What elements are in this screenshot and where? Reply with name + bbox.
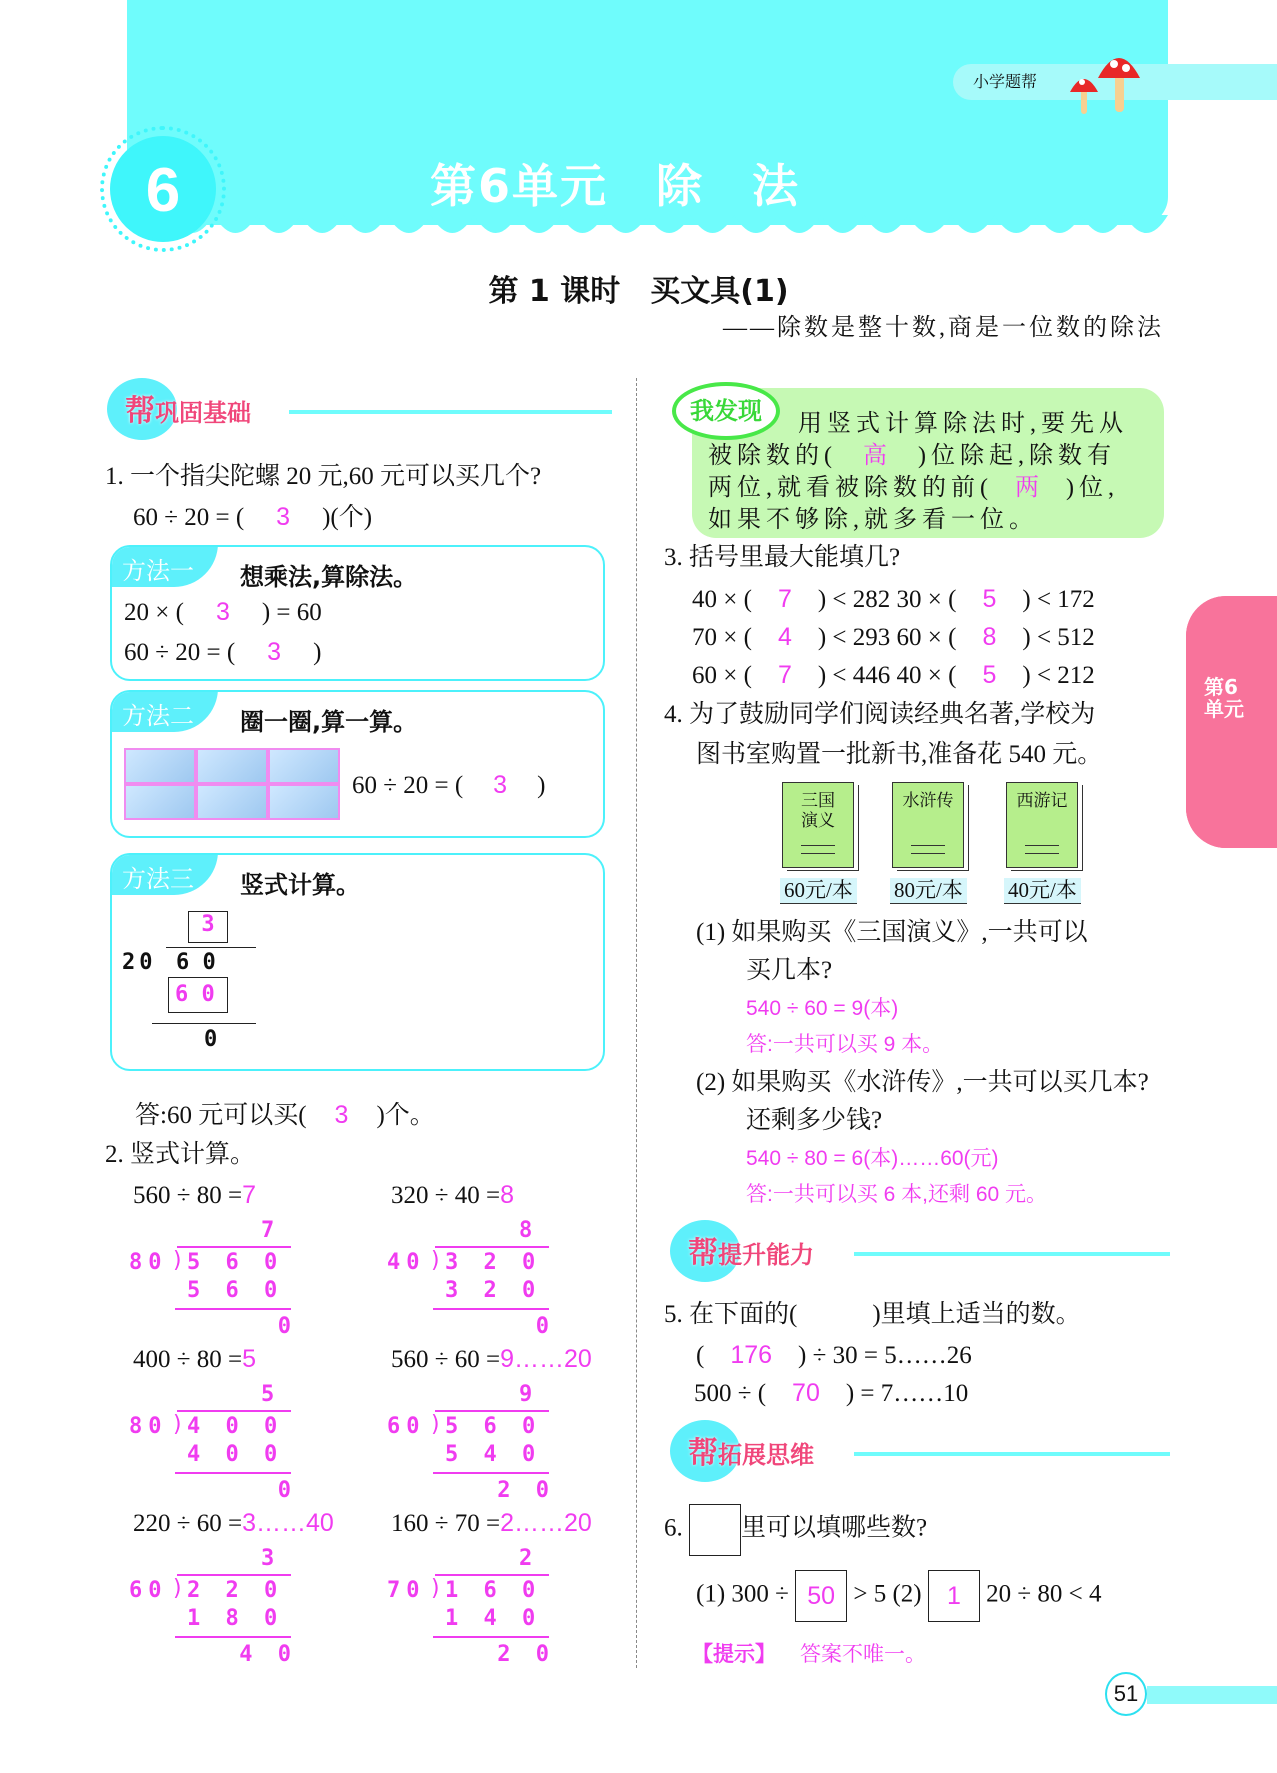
hint-label: 【提示】 xyxy=(692,1643,776,1666)
section-mark: 帮 xyxy=(125,394,155,429)
answer-value: 高 xyxy=(863,442,892,469)
method-tag: 方法一 xyxy=(110,545,218,587)
quotient: 2 xyxy=(519,1546,539,1571)
remainder: 0 xyxy=(204,1027,218,1052)
unit-title: 第6单元 除 法 xyxy=(430,159,801,213)
answer-value: 7 xyxy=(777,585,792,613)
quotient: 8 xyxy=(519,1218,539,1243)
dividend: 5 6 0 xyxy=(445,1414,542,1439)
eq-text: 60 × ( xyxy=(692,662,752,689)
answer-value: 3 xyxy=(215,598,230,626)
division-bracket-curve: ) xyxy=(429,1412,443,1437)
dividend: 6 0 xyxy=(176,950,216,975)
answer-value: 5 xyxy=(242,1345,256,1373)
eq-text: 400 ÷ 80 = xyxy=(133,1346,243,1373)
answer-box: 1 xyxy=(928,1570,980,1622)
answer-value: 9……20 xyxy=(500,1345,592,1373)
section-extend xyxy=(670,1420,1170,1480)
long-division xyxy=(129,1382,297,1506)
q2-equation xyxy=(133,1180,256,1211)
book-title: 演义 xyxy=(801,811,835,831)
answer-value: 5 xyxy=(982,585,997,613)
eq-text: ) xyxy=(313,639,322,666)
answer-value: 3 xyxy=(493,771,508,799)
answer-value: 540 ÷ 60 = 9(本) xyxy=(746,997,899,1020)
method-three-box xyxy=(110,853,605,1071)
eq-text: 320 ÷ 40 = xyxy=(391,1182,501,1209)
eq-text: 70 × ( xyxy=(692,624,752,651)
q5-text: 5. 在下面的( )里填上适当的数。 xyxy=(664,1301,1081,1328)
column-divider xyxy=(636,378,637,1668)
q1-equation xyxy=(133,502,372,533)
discover-line-3 xyxy=(708,474,1119,503)
q1-text: 1. 一个指尖陀螺 20 元,60 元可以买几个? xyxy=(105,463,542,490)
subtraction-line xyxy=(175,1472,291,1474)
answer-value: 3 xyxy=(276,503,291,531)
q4-part2: 还剩多少钱? xyxy=(746,1107,883,1134)
banknote-image xyxy=(196,784,268,820)
subtraction-line xyxy=(433,1636,549,1638)
discover-line: 用竖式计算除法时,要先从 xyxy=(798,411,1128,437)
eq-text: ) < 446 xyxy=(817,662,891,689)
answer-value: 70 xyxy=(792,1379,820,1407)
banknote-image xyxy=(124,784,196,820)
q4-part1: 买几本? xyxy=(746,957,833,984)
divisor: 80 xyxy=(129,1250,168,1275)
product: 1 8 0 xyxy=(187,1606,284,1631)
q6-text: 里可以填哪些数? xyxy=(741,1514,928,1542)
banknote-image xyxy=(268,784,340,820)
section-basic xyxy=(107,378,612,438)
remainder: 0 xyxy=(277,1478,297,1503)
product: 1 4 0 xyxy=(445,1606,542,1631)
remainder: 4 0 xyxy=(239,1642,297,1667)
answer-value: 两 xyxy=(1015,474,1044,501)
answer-value: 3 xyxy=(267,638,282,666)
eq-text: ) < 512 xyxy=(1022,624,1095,651)
lesson-title: 第 1 课时 买文具(1) xyxy=(488,274,789,309)
book-title: 西游记 xyxy=(1016,791,1068,810)
discover-line: 两位,就看被除数的前( xyxy=(708,475,993,501)
hint-text: 答案不唯一。 xyxy=(800,1643,926,1666)
eq-text: ) ÷ 30 = 5……26 xyxy=(798,1342,972,1369)
answer-value: 5 xyxy=(982,661,997,689)
eq-text: ) < 293 xyxy=(817,624,891,651)
product: 5 4 0 xyxy=(445,1442,542,1467)
q2-equation xyxy=(133,1508,334,1539)
quotient: 3 xyxy=(261,1546,281,1571)
long-division xyxy=(387,1382,555,1506)
eq-text: ( xyxy=(696,1342,705,1369)
quotient: 7 xyxy=(261,1218,281,1243)
remainder: 0 xyxy=(535,1314,555,1339)
discover-badge: 我发现 xyxy=(672,382,780,440)
book-image xyxy=(1006,782,1078,868)
dividend: 5 6 0 xyxy=(187,1250,284,1275)
eq-text: 160 ÷ 70 = xyxy=(391,1510,501,1537)
eq-text: ) < 282 xyxy=(817,586,891,613)
book-image xyxy=(782,782,854,868)
answer-value: 7 xyxy=(777,661,792,689)
answer-value: 答:一共可以买 9 本。 xyxy=(746,1033,944,1056)
method-heading: 想乘法,算除法。 xyxy=(240,563,418,591)
unit-number-badge: 6 xyxy=(110,136,216,242)
answer-value: 176 xyxy=(730,1341,773,1369)
banknote-image xyxy=(268,748,340,784)
division-bracket xyxy=(177,1574,291,1576)
eq-text: 40 × ( xyxy=(896,662,957,689)
divisor: 20 xyxy=(122,950,157,975)
q6-heading xyxy=(664,1504,927,1556)
q2-text: 2. 竖式计算。 xyxy=(105,1141,256,1168)
method-heading: 圈一圈,算一算。 xyxy=(240,708,418,736)
lesson-subtitle: ——除数是整十数,商是一位数的除法 xyxy=(723,315,1164,341)
section-rule xyxy=(289,410,612,414)
long-division xyxy=(129,1218,297,1342)
eq-text: ) < 172 xyxy=(1022,586,1095,613)
method-two-equation xyxy=(352,770,545,801)
subtraction-line xyxy=(433,1308,549,1310)
eq-text: 60 ÷ 20 = ( xyxy=(133,504,245,531)
section-title: 巩固基础 xyxy=(155,399,251,427)
q2-equation xyxy=(391,1508,592,1539)
method-two-box xyxy=(110,690,605,838)
division-bracket xyxy=(177,1246,291,1248)
eq-text: 20 × ( xyxy=(124,599,184,626)
divisor: 80 xyxy=(129,1414,168,1439)
q2-equation xyxy=(133,1344,256,1375)
eq-text: 60 ÷ 20 = ( xyxy=(124,639,236,666)
eq-text: 20 ÷ 80 < 4 xyxy=(986,1580,1102,1608)
section-improve xyxy=(670,1220,1170,1280)
division-bracket-curve: ) xyxy=(429,1248,443,1273)
q6-row xyxy=(696,1570,1101,1622)
discover-line-2 xyxy=(708,442,1116,471)
discover-line: 如果不够除,就多看一位。 xyxy=(708,507,1038,533)
section-mark: 帮 xyxy=(688,1236,718,1271)
remainder: 0 xyxy=(277,1314,297,1339)
book-price: 60元/本 xyxy=(780,878,857,904)
long-division xyxy=(387,1546,555,1670)
method-one-line xyxy=(124,597,322,628)
eq-text: ) xyxy=(537,772,546,799)
answer-value: 答:一共可以买 6 本,还剩 60 元。 xyxy=(746,1183,1048,1206)
eq-text: )个。 xyxy=(376,1102,435,1129)
divisor: 70 xyxy=(387,1578,426,1603)
q4-line1: 4. 为了鼓励同学们阅读经典名著,学校为 xyxy=(664,701,1096,728)
eq-text: ) < 212 xyxy=(1022,662,1095,689)
q3-text: 3. 括号里最大能填几? xyxy=(664,544,901,571)
dividend: 4 0 0 xyxy=(187,1414,284,1439)
answer-value: 4 xyxy=(777,623,792,651)
answer-value: 8 xyxy=(982,623,997,651)
eq-text: > 5 xyxy=(853,1580,887,1608)
quotient-box: 3 xyxy=(188,911,228,943)
eq-text: 500 ÷ ( xyxy=(694,1380,767,1407)
division-bracket xyxy=(435,1410,549,1412)
section-title: 提升能力 xyxy=(718,1241,814,1269)
product: 4 0 0 xyxy=(187,1442,284,1467)
divisor: 60 xyxy=(129,1578,168,1603)
answer-value: 3 xyxy=(334,1101,349,1129)
long-division xyxy=(387,1218,555,1342)
method-one-line xyxy=(124,637,321,668)
eq-text: 560 ÷ 60 = xyxy=(391,1346,501,1373)
method-tag: 方法三 xyxy=(110,853,218,895)
section-title: 拓展思维 xyxy=(718,1441,814,1469)
subtraction-line xyxy=(433,1472,549,1474)
q6-number: 6. xyxy=(664,1514,683,1542)
book-price: 40元/本 xyxy=(1004,878,1081,904)
eq-text: 30 × ( xyxy=(896,586,957,613)
page-bar xyxy=(1147,1686,1277,1704)
division-bracket-curve: ) xyxy=(171,1576,185,1601)
q5-row xyxy=(694,1378,968,1409)
divisor: 40 xyxy=(387,1250,426,1275)
answer-value: 2……20 xyxy=(500,1509,592,1537)
divisor: 60 xyxy=(387,1414,426,1439)
book-image xyxy=(892,782,964,868)
quotient: 9 xyxy=(519,1382,539,1407)
method-one-box xyxy=(110,545,605,681)
method-heading: 竖式计算。 xyxy=(240,871,360,899)
discover-line: )位除起,除数有 xyxy=(918,443,1116,469)
division-bracket xyxy=(435,1246,549,1248)
q3-row xyxy=(692,584,1095,615)
long-division xyxy=(129,1546,297,1670)
eq-text: 60 × ( xyxy=(896,624,957,651)
eq-text: 220 ÷ 60 = xyxy=(133,1510,243,1537)
q1-answer xyxy=(135,1100,435,1131)
remainder: 2 0 xyxy=(497,1478,555,1503)
eq-text: )(个) xyxy=(322,504,373,531)
division-bracket-curve: ) xyxy=(429,1576,443,1601)
eq-text: (2) xyxy=(892,1580,922,1608)
book-title: 三国 xyxy=(801,791,835,810)
eq-text: 答:60 元可以买( xyxy=(135,1102,307,1129)
eq-text: (1) 300 ÷ xyxy=(696,1580,789,1608)
banknote-image xyxy=(124,748,196,784)
answer-value: 3……40 xyxy=(242,1509,334,1537)
discover-line: 被除数的( xyxy=(708,443,837,469)
answer-value: 7 xyxy=(242,1181,256,1209)
dividend: 1 6 0 xyxy=(445,1578,542,1603)
brand-label: 小学题帮 xyxy=(953,64,1277,100)
eq-text: 560 ÷ 80 = xyxy=(133,1182,243,1209)
section-rule xyxy=(854,1452,1170,1456)
banknote-image xyxy=(196,748,268,784)
mushroom-icon xyxy=(1068,44,1148,116)
discover-line: )位, xyxy=(1066,475,1119,501)
answer-value: 8 xyxy=(500,1181,514,1209)
q4-part1: (1) 如果购买《三国演义》,一共可以 xyxy=(696,919,1088,946)
q4-line2: 图书室购置一批新书,准备花 540 元。 xyxy=(696,741,1103,768)
dividend: 3 2 0 xyxy=(445,1250,542,1275)
book-title: 水浒传 xyxy=(902,791,954,810)
method-tag: 方法二 xyxy=(110,690,218,732)
division-bracket xyxy=(166,947,256,948)
page-number: 51 xyxy=(1105,1672,1147,1716)
answer-value: 540 ÷ 80 = 6(本)……60(元) xyxy=(746,1147,999,1170)
subtraction-line xyxy=(175,1636,291,1638)
banner-wave xyxy=(127,215,1168,243)
division-bracket-curve: ) xyxy=(171,1412,185,1437)
quotient: 5 xyxy=(261,1382,281,1407)
q2-equation xyxy=(391,1180,514,1211)
dividend: 2 2 0 xyxy=(187,1578,284,1603)
book-price: 80元/本 xyxy=(890,878,967,904)
remainder: 2 0 xyxy=(497,1642,555,1667)
q4-part2: (2) 如果购买《水浒传》,一共可以买几本? xyxy=(696,1069,1149,1096)
q6-hint xyxy=(692,1642,926,1667)
subtraction-line xyxy=(175,1308,291,1310)
product: 3 2 0 xyxy=(445,1278,542,1303)
division-bracket-curve: ) xyxy=(171,1248,185,1273)
product: 5 6 0 xyxy=(187,1278,284,1303)
product-box: 6 0 xyxy=(168,977,228,1013)
unit-side-tab: 第6单元 xyxy=(1186,596,1246,848)
q3-row xyxy=(692,622,1095,653)
division-bracket xyxy=(435,1574,549,1576)
eq-text: 40 × ( xyxy=(692,586,752,613)
section-rule xyxy=(854,1252,1170,1256)
division-bracket xyxy=(177,1410,291,1412)
subtraction-line xyxy=(152,1023,256,1024)
q2-equation xyxy=(391,1344,592,1375)
blank-box xyxy=(689,1504,741,1556)
eq-text: 60 ÷ 20 = ( xyxy=(352,772,464,799)
eq-text: ) = 60 xyxy=(261,599,322,626)
answer-box: 50 xyxy=(795,1570,847,1622)
q5-row xyxy=(696,1340,972,1371)
section-mark: 帮 xyxy=(688,1436,718,1471)
eq-text: ) = 7……10 xyxy=(845,1380,969,1407)
q3-row xyxy=(692,660,1095,691)
